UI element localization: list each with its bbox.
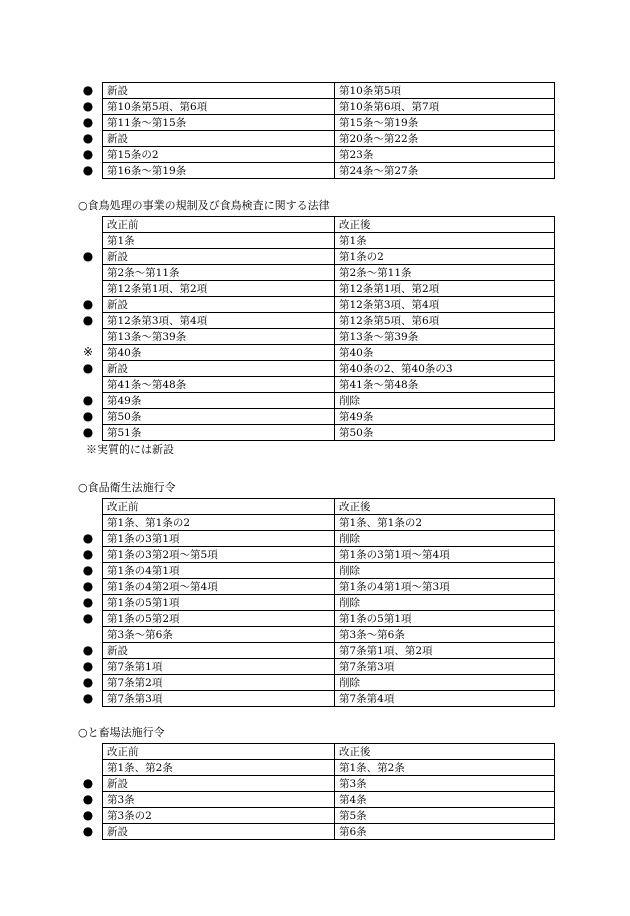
- after-cell: 削除: [335, 675, 555, 691]
- table-row: [103, 409, 555, 425]
- after-cell: 第1条の5第1項: [335, 611, 555, 627]
- table-row: [103, 824, 555, 840]
- table-row: [103, 377, 555, 393]
- before-cell: 第12条第3項、第4項: [103, 313, 335, 329]
- after-cell: 第20条〜第22条: [335, 131, 555, 147]
- after-cell: 第50条: [335, 425, 555, 441]
- table-row: [103, 329, 555, 345]
- section-3-marks: [80, 514, 96, 706]
- row-mark: ●: [82, 249, 94, 263]
- after-cell: 第7条第3項: [335, 659, 555, 675]
- table-row: [103, 643, 555, 659]
- row-mark: [80, 264, 96, 280]
- before-cell: 第50条: [103, 409, 335, 425]
- row-mark: ●: [82, 808, 94, 822]
- row-mark: ●: [82, 297, 94, 311]
- after-cell: 第10条第5項: [335, 83, 555, 99]
- row-mark: ●: [82, 393, 94, 407]
- after-cell: 第1条、第1条の2: [335, 515, 555, 531]
- before-cell: 新設: [103, 776, 335, 792]
- section-title: ○食鳥処理の事業の規制及び食鳥検査に関する法律: [78, 199, 330, 212]
- before-cell: 第1条の3第2項〜第5項: [103, 547, 335, 563]
- before-cell: 第13条〜第39条: [103, 329, 335, 345]
- comparison-table: [102, 498, 555, 707]
- table-row: [103, 83, 555, 99]
- before-cell: 第49条: [103, 393, 335, 409]
- table-row: [103, 760, 555, 776]
- row-mark: ●: [82, 147, 94, 161]
- before-cell: 第1条: [103, 233, 335, 249]
- after-cell: 第1条、第2条: [335, 760, 555, 776]
- after-cell: 第1条の3第1項〜第4項: [335, 547, 555, 563]
- before-cell: 第2条〜第11条: [103, 265, 335, 281]
- after-cell: 第41条〜第48条: [335, 377, 555, 393]
- table-row: [103, 147, 555, 163]
- row-mark: ●: [82, 409, 94, 423]
- table-row: [103, 233, 555, 249]
- table-header-row: [103, 499, 555, 515]
- table-row: [103, 547, 555, 563]
- before-cell: 新設: [103, 83, 335, 99]
- table-row: [103, 297, 555, 313]
- after-cell: 第12条第1項、第2項: [335, 281, 555, 297]
- row-mark: ●: [82, 563, 94, 577]
- after-cell: 削除: [335, 531, 555, 547]
- after-cell: 第5条: [335, 808, 555, 824]
- row-mark: ●: [82, 99, 94, 113]
- before-cell: 第1条、第1条の2: [103, 515, 335, 531]
- section-4-marks: [80, 759, 96, 839]
- table-row: [103, 808, 555, 824]
- after-cell: 第15条〜第19条: [335, 115, 555, 131]
- before-cell: 新設: [103, 297, 335, 313]
- row-mark: [80, 626, 96, 642]
- table-row: [103, 595, 555, 611]
- after-cell: 第24条〜第27条: [335, 163, 555, 179]
- header-before: 改正前: [103, 217, 335, 233]
- footnote: ※実質的には新設: [86, 443, 174, 456]
- row-mark: ●: [82, 824, 94, 838]
- after-cell: 第1条の4第1項〜第3項: [335, 579, 555, 595]
- table-row: [103, 531, 555, 547]
- header-after: 改正後: [335, 499, 555, 515]
- row-mark: ※: [82, 345, 94, 359]
- table-row: [103, 281, 555, 297]
- header-after: 改正後: [335, 744, 555, 760]
- after-cell: 削除: [335, 595, 555, 611]
- row-mark: ●: [82, 163, 94, 177]
- row-mark: [80, 759, 96, 775]
- row-mark: ●: [82, 595, 94, 609]
- before-cell: 第51条: [103, 425, 335, 441]
- comparison-table: [102, 743, 555, 840]
- after-cell: 第49条: [335, 409, 555, 425]
- section-title: ○食品衛生法施行令: [78, 481, 176, 494]
- before-cell: 第1条の5第2項: [103, 611, 335, 627]
- before-cell: 第41条〜第48条: [103, 377, 335, 393]
- header-after: 改正後: [335, 217, 555, 233]
- row-mark: ●: [82, 611, 94, 625]
- section-2-marks: [80, 232, 96, 440]
- table-row: [103, 425, 555, 441]
- before-cell: 第3条〜第6条: [103, 627, 335, 643]
- before-cell: 第11条〜第15条: [103, 115, 335, 131]
- after-cell: 第40条: [335, 345, 555, 361]
- before-cell: 第7条第2項: [103, 675, 335, 691]
- before-cell: 第1条の4第1項: [103, 563, 335, 579]
- before-cell: 新設: [103, 824, 335, 840]
- before-cell: 新設: [103, 361, 335, 377]
- row-mark: ●: [82, 361, 94, 375]
- row-mark: ●: [82, 83, 94, 97]
- section-title: ○と畜場法施行令: [78, 726, 165, 739]
- after-cell: 第12条第3項、第4項: [335, 297, 555, 313]
- after-cell: 第40条の2、第40条の3: [335, 361, 555, 377]
- table-row: [103, 265, 555, 281]
- table-row: [103, 675, 555, 691]
- row-mark: [80, 232, 96, 248]
- before-cell: 第7条第3項: [103, 691, 335, 707]
- after-cell: 第4条: [335, 792, 555, 808]
- row-mark: ●: [82, 776, 94, 790]
- table-row: [103, 792, 555, 808]
- row-mark: ●: [82, 547, 94, 561]
- after-cell: 第3条〜第6条: [335, 627, 555, 643]
- table-header-row: [103, 744, 555, 760]
- before-cell: 第3条: [103, 792, 335, 808]
- row-mark: ●: [82, 115, 94, 129]
- after-cell: 第6条: [335, 824, 555, 840]
- row-mark: ●: [82, 313, 94, 327]
- after-cell: 第1条: [335, 233, 555, 249]
- table-row: [103, 579, 555, 595]
- after-cell: 第7条第1項、第2項: [335, 643, 555, 659]
- before-cell: 第1条の4第2項〜第4項: [103, 579, 335, 595]
- after-cell: 第13条〜第39条: [335, 329, 555, 345]
- table-row: [103, 249, 555, 265]
- before-cell: 第7条第1項: [103, 659, 335, 675]
- table-row: [103, 131, 555, 147]
- row-mark: ●: [82, 131, 94, 145]
- row-mark: ●: [82, 691, 94, 705]
- table-row: [103, 313, 555, 329]
- table-row: [103, 627, 555, 643]
- row-mark: ●: [82, 643, 94, 657]
- table-row: [103, 345, 555, 361]
- table-row: [103, 393, 555, 409]
- before-cell: 第10条第5項、第6項: [103, 99, 335, 115]
- row-mark: ●: [82, 675, 94, 689]
- table-row: [103, 611, 555, 627]
- before-cell: 新設: [103, 131, 335, 147]
- row-mark: ●: [82, 792, 94, 806]
- after-cell: 第23条: [335, 147, 555, 163]
- before-cell: 第3条の2: [103, 808, 335, 824]
- row-mark: [80, 328, 96, 344]
- row-mark: ●: [82, 531, 94, 545]
- table-row: [103, 361, 555, 377]
- row-mark: ●: [82, 659, 94, 673]
- before-cell: 第15条の2: [103, 147, 335, 163]
- after-cell: 第1条の2: [335, 249, 555, 265]
- before-cell: 第1条の5第1項: [103, 595, 335, 611]
- header-before: 改正前: [103, 499, 335, 515]
- table-row: [103, 691, 555, 707]
- before-cell: 第16条〜第19条: [103, 163, 335, 179]
- after-cell: 削除: [335, 563, 555, 579]
- after-cell: 第3条: [335, 776, 555, 792]
- table-row: [103, 115, 555, 131]
- table-row: [103, 515, 555, 531]
- row-mark: ●: [82, 425, 94, 439]
- after-cell: 削除: [335, 393, 555, 409]
- table-header-row: [103, 217, 555, 233]
- after-cell: 第10条第6項、第7項: [335, 99, 555, 115]
- row-mark: ●: [82, 579, 94, 593]
- table-row: [103, 99, 555, 115]
- after-cell: 第7条第4項: [335, 691, 555, 707]
- table-row: [103, 776, 555, 792]
- table-row: [103, 163, 555, 179]
- row-mark: [80, 514, 96, 530]
- table-row: [103, 659, 555, 675]
- before-cell: 新設: [103, 249, 335, 265]
- row-mark: [80, 280, 96, 296]
- comparison-table-continued: [102, 82, 555, 179]
- after-cell: 第2条〜第11条: [335, 265, 555, 281]
- before-cell: 第40条: [103, 345, 335, 361]
- before-cell: 第1条の3第1項: [103, 531, 335, 547]
- section-1-marks: [80, 82, 96, 178]
- before-cell: 第12条第1項、第2項: [103, 281, 335, 297]
- row-mark: [80, 376, 96, 392]
- after-cell: 第12条第5項、第6項: [335, 313, 555, 329]
- before-cell: 新設: [103, 643, 335, 659]
- header-before: 改正前: [103, 744, 335, 760]
- before-cell: 第1条、第2条: [103, 760, 335, 776]
- comparison-table: [102, 216, 555, 441]
- table-row: [103, 563, 555, 579]
